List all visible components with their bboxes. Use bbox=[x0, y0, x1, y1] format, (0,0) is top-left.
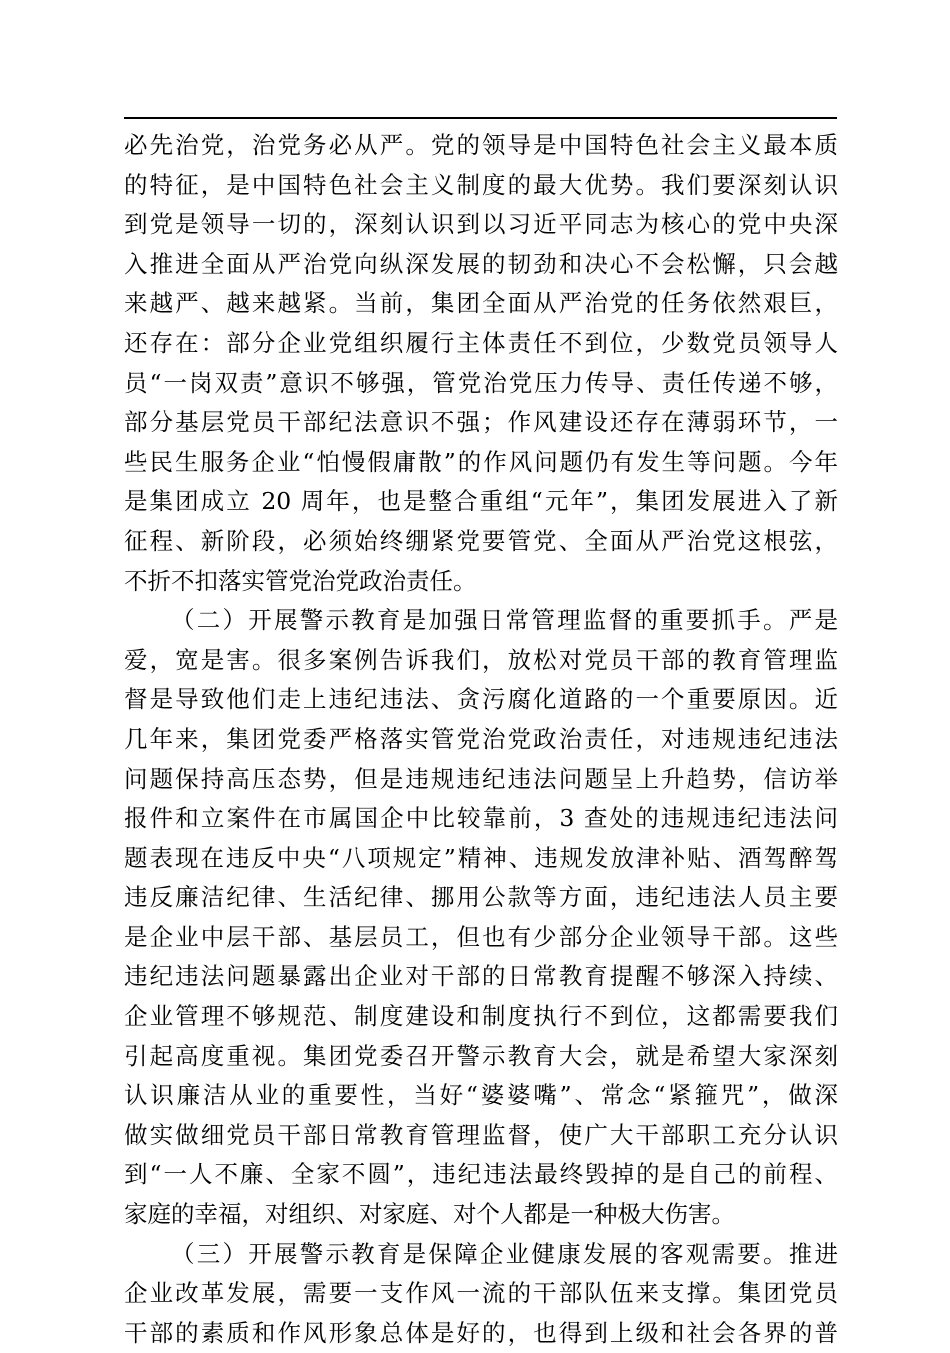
text-line: 是集团成立 20 周年，也是整合重组“元年”，集团发展进入了新 bbox=[124, 487, 838, 516]
header-rule bbox=[124, 117, 837, 119]
text-line: 督是导致他们走上违纪违法、贪污腐化道路的一个重要原因。近 bbox=[124, 685, 838, 714]
text-line: 认识廉洁从业的重要性，当好“婆婆嘴”、常念“紧箍咒”，做深 bbox=[124, 1081, 838, 1110]
text-line: 不折不扣落实管党治党政治责任。 bbox=[124, 566, 477, 595]
text-line: 必先治党，治党务必从严。党的领导是中国特色社会主义最本质 bbox=[124, 131, 838, 159]
text-line: 企业改革发展，需要一支作风一流的干部队伍来支撑。集团党员 bbox=[124, 1279, 838, 1308]
text-line: 几年来，集团党委严格落实管党治党政治责任，对违规违纪违法 bbox=[124, 724, 838, 753]
text-line: 是企业中层干部、基层员工，但也有少部分企业领导干部。这些 bbox=[124, 922, 838, 951]
text-line: 还存在：部分企业党组织履行主体责任不到位，少数党员领导人 bbox=[124, 328, 838, 357]
text-line: 引起高度重视。集团党委召开警示教育大会，就是希望大家深刻 bbox=[124, 1041, 838, 1070]
text-line: 爱，宽是害。很多案例告诉我们，放松对党员干部的教育管理监 bbox=[124, 645, 838, 674]
text-line: 征程、新阶段，必须始终绷紧党要管党、全面从严治党这根弦， bbox=[124, 526, 838, 555]
body-text bbox=[124, 126, 838, 1353]
text-line: 入推进全面从严治党向纵深发展的韧劲和决心不会松懈，只会越 bbox=[124, 249, 838, 278]
text-line: 员“一岗双责”意识不够强，管党治党压力传导、责任传递不够， bbox=[124, 368, 838, 397]
text-line: 部分基层党员干部纪法意识不强；作风建设还存在薄弱环节，一 bbox=[124, 408, 838, 437]
text-line: （三）开展警示教育是保障企业健康发展的客观需要。推进 bbox=[171, 1239, 838, 1268]
text-line: 干部的素质和作风形象总体是好的，也得到上级和社会各界的普 bbox=[124, 1318, 838, 1347]
text-line: 企业管理不够规范、制度建设和制度执行不到位，这都需要我们 bbox=[124, 1002, 838, 1031]
text-line: （二）开展警示教育是加强日常管理监督的重要抓手。严是 bbox=[171, 606, 838, 635]
text-line: 来越严、越来越紧。当前，集团全面从严治党的任务依然艰巨， bbox=[124, 289, 838, 318]
text-line: 题表现在违反中央“八项规定”精神、违规发放津补贴、酒驾醉驾 bbox=[124, 843, 838, 872]
text-line: 违反廉洁纪律、生活纪律、挪用公款等方面，违纪违法人员主要 bbox=[124, 883, 838, 912]
text-line: 违纪违法问题暴露出企业对干部的日常教育提醒不够深入持续、 bbox=[124, 962, 838, 991]
text-line: 问题保持高压态势，但是违规违纪违法问题呈上升趋势，信访举 bbox=[124, 764, 838, 793]
text-line: 报件和立案件在市属国企中比较靠前，3 查处的违规违纪违法问 bbox=[124, 804, 838, 833]
text-line: 做实做细党员干部日常教育管理监督，使广大干部职工充分认识 bbox=[124, 1120, 838, 1149]
text-line: 的特征，是中国特色社会主义制度的最大优势。我们要深刻认识 bbox=[124, 170, 838, 199]
text-line: 到“一人不廉、全家不圆”，违纪违法最终毁掉的是自己的前程、 bbox=[124, 1160, 838, 1189]
text-line: 到党是领导一切的，深刻认识到以习近平同志为核心的党中央深 bbox=[124, 210, 838, 239]
text-line: 家庭的幸福，对组织、对家庭、对个人都是一种极大伤害。 bbox=[124, 1200, 735, 1229]
text-line: 些民生服务企业“怕慢假庸散”的作风问题仍有发生等问题。今年 bbox=[124, 447, 838, 476]
